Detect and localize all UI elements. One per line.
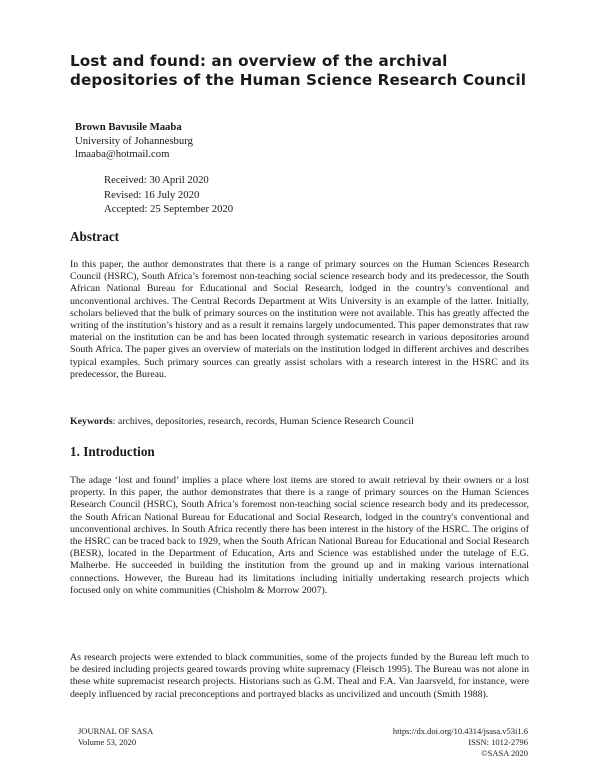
doi-link[interactable]: https://dx.doi.org/10.4314/jsasa.v53i1.6 xyxy=(392,726,528,736)
submission-dates xyxy=(104,173,233,217)
copyright: ©SASA 2020 xyxy=(481,748,528,758)
accepted-date: Accepted: 25 September 2020 xyxy=(104,203,234,215)
journal-volume: Volume 53, 2020 xyxy=(78,737,137,747)
author-email: lmaaba@hotmail.com xyxy=(75,148,170,160)
revised-date: Revised: 16 July 2020 xyxy=(104,188,200,201)
author-name: Brown Bavusile Maaba xyxy=(75,121,182,133)
keywords-label: Keywords xyxy=(70,416,113,427)
abstract-text: In this paper, the author demonstrates that there is a range of primary sources on the Human Sciences Research Council (HSRC), South Africa’s foremost non-teaching social science research body and its predecessor, the South African National Bureau for Educational and Social Research, lodged in the country's conventional and unconventional archives. The Central Records Department at Wits University is an example of the latter. Initially, scholars believed that the bulk of primary sources on the institution were not available. This has greatly affected the writing of the institution’s history and as a result it remains largely undocumented. This paper demonstrates that raw material on the institution can be and has been located through systematic research in various depositories around South Africa. The paper gives an overview of materials on the institution lodged in different archives and describes typical examples. Such primary sources can greatly assist scholars with a research interest in the HSRC and its predecessor, the Bureau. xyxy=(70,259,529,380)
received-date: Received: 30 April 2020 xyxy=(104,174,209,186)
footer-publication-info xyxy=(393,726,528,759)
keywords-list: : archives, depositories, research, records, Human Science Research Council xyxy=(112,416,414,427)
issn: ISSN: 1012-2796 xyxy=(468,737,528,747)
introduction-paragraph-1: The adage ‘lost and found’ implies a place where lost items are stored to await retrieval by their owners or a lost property. In this paper, the author demonstrates that there is a range of primary sources on the Human Sciences Research Council (HSRC), South Africa’s foremost non-teaching social science research body and its predecessor, the South African National Bureau for Educational and Social Research, lodged in the country's conventional and unconventional archives. In South Africa recently there has been interest in the history of the HSRC. The origins of the HSRC can be traced back to 1929, when the South African National Bureau for Educational and Social Research (BESR), located in the Department of Education, Arts and Science was established under the tutelage of E.G. Malherbe. He succeeded in building the institution from the ground up and in making various international connections. However, the Bureau had its limitations including initially undertaking research projects which focused only on white communities (Chisholm & Morrow 2007). xyxy=(70,475,529,596)
keywords-line xyxy=(70,416,529,428)
footer-journal xyxy=(78,726,153,748)
journal-name: JOURNAL OF SASA xyxy=(78,726,154,736)
abstract-heading: Abstract xyxy=(70,229,120,244)
introduction-paragraph-2: As research projects were extended to black communities, some of the projects funded by the Bureau left much to be desired including projects geared towards proving white supremacy (Fleisch 1995). The Bureau was not alone in these white supremacist research projects. Historians such as G.M. Theal and F.A. Van Jaarsveld, for instance, were deeply influenced by racial preconceptions and portrayed blacks as uncivilized and uncouth (Smith 1988). xyxy=(70,652,529,700)
paper-title: Lost and found: an overview of the archival depositories of the Human Science Research Council xyxy=(70,52,527,89)
introduction-heading: 1. Introduction xyxy=(70,444,155,459)
author-block xyxy=(75,121,193,162)
author-affiliation: University of Johannesburg xyxy=(75,134,193,147)
